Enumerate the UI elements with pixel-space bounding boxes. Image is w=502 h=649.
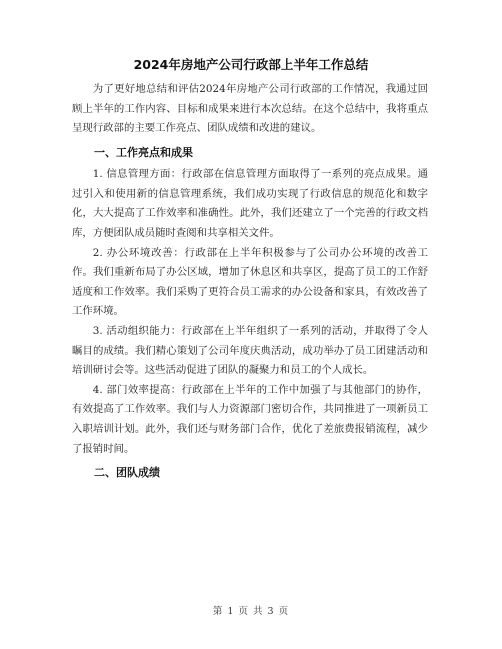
highlight-item-department-efficiency: 4. 部门效率提高：行政部在上半年的工作中加强了与其他部门的协作，有效提高了工作效率。我们与人力资源部门密切合作，共同推进了一项新员工入职培训计划。此外，我们还与财务部门合作，优化了差旅费报销流程，减少了报销时间。 — [72, 383, 428, 455]
document-title: 2024年房地产公司行政部上半年工作总结 — [133, 57, 369, 72]
document-body — [72, 80, 428, 486]
intro-paragraph: 为了更好地总结和评估2024年房地产公司行政部的工作情况，我通过回顾上半年的工作内容、目标和成果来进行本次总结。在这个总结中，我将重点呈现行政部的主要工作亮点、团队成绩和改进的建议。 — [72, 83, 428, 135]
page-number-footer: 第 1 页 共 3 页 — [212, 606, 290, 617]
section-heading-team-results: 二、团队成绩 — [94, 466, 160, 480]
highlight-item-office-environment: 2. 办公环境改善：行政部在上半年积极参与了公司办公环境的改善工作。我们重新布局了办公区域，增加了休息区和共享区，提高了员工的工作舒适度和工作效率。我们采购了更符合员工需求的办公设备和家具，有效改善了工作环境。 — [72, 246, 428, 318]
highlight-item-information-management: 1. 信息管理方面：行政部在信息管理方面取得了一系列的亮点成果。通过引入和使用新的信息管理系统，我们成功实现了行政信息的规范化和数字化，大大提高了工作效率和准确性。此外，我们还建立了一个完善的行政文档库，方便团队成员随时查阅和共享相关文件。 — [72, 168, 428, 240]
section-heading-highlights: 一、工作亮点和成果 — [94, 145, 193, 159]
highlight-item-activity-organization: 3. 活动组织能力：行政部在上半年组织了一系列的活动，并取得了令人瞩目的成绩。我们精心策划了公司年度庆典活动，成功举办了员工团建活动和培训研讨会等。这些活动促进了团队的凝聚力和员工的个人成长。 — [72, 325, 428, 377]
